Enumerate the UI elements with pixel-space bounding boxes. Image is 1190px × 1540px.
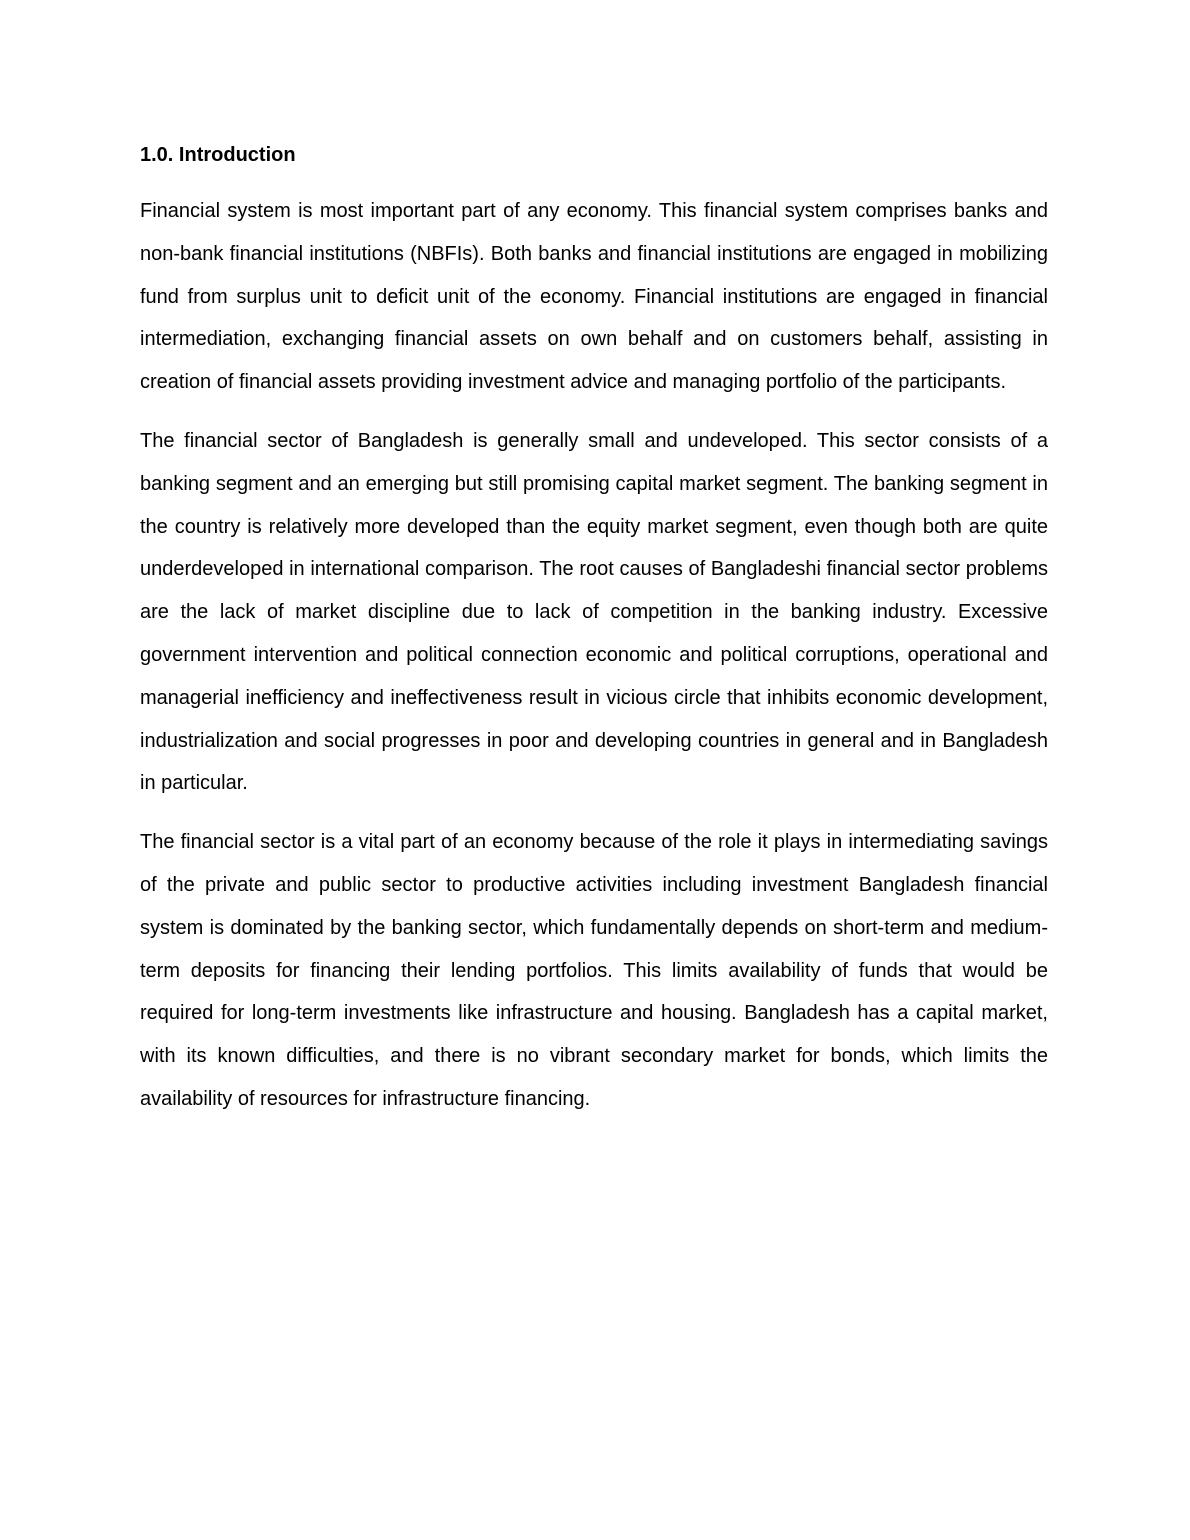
paragraph-3: The financial sector is a vital part of an economy because of the role it plays in intermediating savings of the private and public sector to productive activities including investment Bangladesh financial system is dominated by the banking sector, which fundamentally depends on short-term and medium-term deposits for financing their lending portfolios. This limits availability of funds that would be required for long-term investments like infrastructure and housing. Bangladesh has a capital market, with its known difficulties, and there is no vibrant secondary market for bonds, which limits the availability of resources for infrastructure financing. bbox=[140, 831, 1048, 1110]
document-body bbox=[140, 140, 1048, 1137]
paragraph-1: Financial system is most important part of any economy. This financial system comprises banks and non-bank financial institutions (NBFIs). Both banks and financial institutions are engaged in mobilizing fund from surplus unit to deficit unit of the economy. Financial institutions are engaged in financial intermediation, exchanging financial assets on own behalf and on customers behalf, assisting in creation of financial assets providing investment advice and managing portfolio of the participants. bbox=[140, 200, 1048, 394]
paragraph-2: The financial sector of Bangladesh is generally small and undeveloped. This sector consists of a banking segment and an emerging but still promising capital market segment. The banking segment in the country is relatively more developed than the equity market segment, even though both are quite underdeveloped in international comparison. The root causes of Bangladeshi financial sector problems are the lack of market discipline due to lack of competition in the banking industry. Excessive government intervention and political connection economic and political corruptions, operational and managerial inefficiency and ineffectiveness result in vicious circle that inhibits economic development, industrialization and social progresses in poor and developing countries in general and in Bangladesh in particular. bbox=[140, 429, 1048, 795]
section-heading: 1.0. Introduction bbox=[140, 144, 296, 166]
